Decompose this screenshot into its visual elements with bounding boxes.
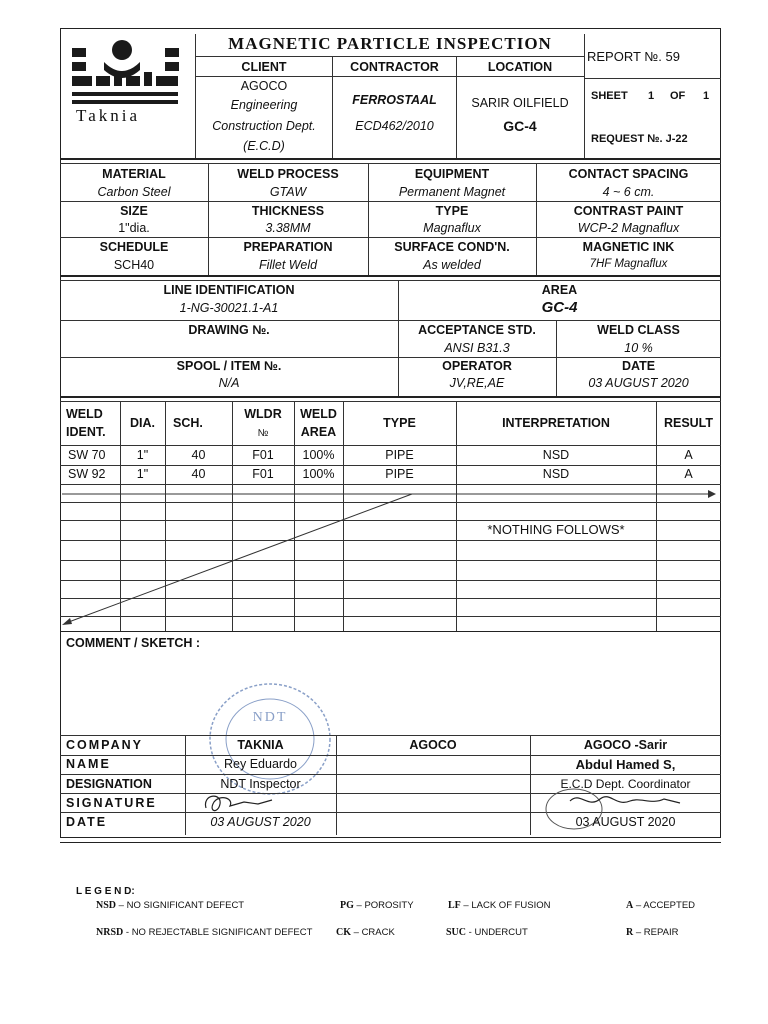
divider (195, 56, 584, 57)
thickness-value: 3.38MM (265, 221, 311, 235)
client-dept-2: Construction Dept. (212, 119, 316, 133)
legend-item: SUC - UNDERCUT (446, 927, 528, 938)
col-weld-area (294, 405, 343, 441)
area-label: AREA (541, 283, 578, 297)
col3-designation: E.C.D Dept. Coordinator (560, 777, 691, 791)
divider (60, 320, 721, 321)
date-row-label: DATE (66, 815, 108, 829)
col-weld-area-2: AREA (300, 425, 337, 439)
area-value: GC-4 (541, 299, 578, 316)
col1-signature (200, 790, 280, 816)
legend-code: NSD (96, 900, 117, 911)
divider (584, 34, 585, 158)
schedule-label: SCHEDULE (99, 240, 169, 254)
legend-item: CK – CRACK (336, 927, 395, 938)
col-weld-ident (60, 405, 120, 441)
divider (60, 842, 721, 843)
company-row-label: COMPANY (66, 738, 143, 752)
sheet-label: SHEET (591, 90, 628, 102)
divider (584, 78, 721, 79)
divider (60, 774, 721, 775)
contractor-ref: ECD462/2010 (355, 119, 434, 133)
cell-area: 100% (302, 467, 335, 481)
col-weld-area-1: WELD (300, 407, 337, 421)
thickness-label: THICKNESS (251, 204, 325, 218)
report-no: REPORT №. 59 (587, 49, 680, 64)
legend-code: PG (340, 900, 354, 911)
col2-company: AGOCO (409, 738, 457, 752)
legend-desc: ACCEPTED (643, 900, 696, 911)
location-name: SARIR OILFIELD (471, 96, 569, 110)
weld-process-value: GTAW (269, 185, 307, 199)
legend-code: LF (448, 900, 461, 911)
magnetic-ink-value: 7HF Magnaflux (589, 258, 668, 270)
divider (60, 735, 721, 736)
acceptance-label: ACCEPTANCE STD. (418, 323, 536, 337)
line-id-label: LINE IDENTIFICATION (163, 283, 295, 297)
comment-label: COMMENT / SKETCH : (66, 636, 201, 650)
legend-item: LF – LACK OF FUSION (448, 900, 551, 911)
divider (60, 237, 721, 238)
legend-code: NRSD (96, 927, 124, 938)
legend-code: CK (336, 927, 351, 938)
divider (60, 280, 721, 281)
stamp-text: NDT (252, 710, 288, 725)
client-name: AGOCO (240, 79, 288, 93)
request-no: REQUEST №. J-22 (591, 133, 688, 145)
contact-spacing-label: CONTACT SPACING (568, 167, 689, 181)
divider (60, 158, 721, 160)
col3-date: 03 AUGUST 2020 (575, 815, 676, 829)
legend-desc: NO SIGNIFICANT DEFECT (126, 900, 245, 911)
designation-row-label: DESIGNATION (66, 777, 152, 791)
client-label: CLIENT (241, 60, 287, 74)
col1-designation: NDT Inspector (220, 777, 301, 791)
divider (195, 76, 584, 77)
col-dia: DIA. (130, 416, 155, 430)
legend-desc: UNDERCUT (474, 927, 528, 938)
legend-desc: NO REJECTABLE SIGNIFICANT DEFECT (131, 927, 313, 938)
contact-spacing-value: 4 ~ 6 cm. (602, 185, 655, 199)
page-title: MAGNETIC PARTICLE INSPECTION (228, 34, 552, 53)
legend-item: NSD – NO SIGNIFICANT DEFECT (96, 900, 245, 911)
line-id-value: 1-NG-30021.1-A1 (179, 301, 279, 315)
drawing-label: DRAWING №. (188, 323, 270, 337)
col-wldr-2: № (257, 428, 269, 439)
weld-process-label: WELD PROCESS (237, 167, 339, 181)
equipment-value: Permanent Magnet (398, 185, 506, 199)
legend-desc: LACK OF FUSION (471, 900, 551, 911)
legend-item: R – REPAIR (626, 927, 679, 938)
cell-ident: SW 70 (68, 448, 106, 462)
col-result: RESULT (663, 416, 714, 430)
cell-type: PIPE (385, 448, 414, 462)
date-label: DATE (621, 359, 656, 373)
col1-company: TAKNIA (237, 738, 284, 752)
form-frame (60, 28, 721, 838)
material-label: MATERIAL (102, 167, 166, 181)
col3-name: Abdul Hamed S, (575, 757, 676, 772)
cancel-lines (60, 485, 721, 631)
weld-class-value: 10 % (624, 341, 653, 355)
divider (60, 631, 721, 632)
divider (60, 755, 721, 756)
operator-label: OPERATOR (442, 359, 512, 373)
company-logo-text: Taknia (76, 106, 141, 125)
cell-type: PIPE (385, 467, 414, 481)
cell-sch: 40 (191, 448, 206, 462)
legend-item: NRSD - NO REJECTABLE SIGNIFICANT DEFECT (96, 927, 313, 938)
cell-result: A (684, 467, 693, 481)
col-wldr-1: WLDR (244, 407, 282, 421)
client-dept-1: Engineering (230, 98, 298, 112)
cell-wldr: F01 (252, 467, 274, 481)
divider (60, 401, 721, 402)
sheet-of: OF (670, 90, 686, 102)
legend-code: R (626, 927, 634, 938)
contrast-paint-value: WCP-2 Magnaflux (577, 221, 680, 235)
surface-value: As welded (423, 258, 481, 272)
surface-label: SURFACE COND'N. (394, 240, 510, 254)
preparation-value: Fillet Weld (258, 258, 318, 272)
material-value: Carbon Steel (97, 185, 171, 199)
legend-item: A – ACCEPTED (626, 900, 696, 911)
signature-row-label: SIGNATURE (66, 796, 157, 810)
legend-desc: CRACK (361, 927, 395, 938)
sheet-total: 1 (703, 90, 710, 102)
size-label: SIZE (120, 204, 148, 218)
legend-code: SUC (446, 927, 467, 938)
legend-desc: REPAIR (643, 927, 679, 938)
schedule-value: SCH40 (113, 258, 155, 272)
size-value: 1"dia. (118, 221, 150, 235)
magnetic-ink-label: MAGNETIC INK (582, 240, 675, 254)
type-label: TYPE (435, 204, 469, 218)
divider (60, 201, 721, 202)
divider (60, 275, 721, 277)
location-area: GC-4 (503, 118, 537, 134)
col-interpretation: INTERPRETATION (502, 416, 610, 430)
col-wldr (232, 405, 294, 443)
cell-dia: 1" (136, 467, 149, 481)
cell-wldr: F01 (252, 448, 274, 462)
taknia-logo (70, 40, 182, 125)
type-value: Magnaflux (423, 221, 481, 235)
legend-code: A (626, 900, 634, 911)
cell-area: 100% (302, 448, 335, 462)
contractor-label: CONTRACTOR (350, 60, 439, 74)
cell-result: A (684, 448, 693, 462)
acceptance-value: ANSI B31.3 (444, 341, 510, 355)
legend-item: PG – POROSITY (340, 900, 414, 911)
equipment-label: EQUIPMENT (414, 167, 490, 181)
col-type: TYPE (383, 416, 416, 430)
col3-company: AGOCO -Sarir (583, 738, 668, 752)
cell-interp: NSD (542, 448, 570, 462)
name-row-label: NAME (66, 757, 111, 771)
divider (60, 445, 721, 446)
col1-date: 03 AUGUST 2020 (210, 815, 311, 829)
contractor-name: FERROSTAAL (352, 93, 437, 107)
contrast-paint-label: CONTRAST PAINT (573, 204, 684, 218)
operator-value: JV,RE,AE (449, 376, 505, 390)
location-label: LOCATION (487, 60, 553, 74)
col-weld-ident-1: WELD (66, 407, 103, 421)
col1-name: Rey Eduardo (224, 757, 297, 771)
cell-interp: NSD (542, 467, 570, 481)
divider (60, 163, 721, 164)
nothing-follows: *NOTHING FOLLOWS* (487, 522, 625, 537)
spool-value: N/A (218, 376, 240, 390)
date-value: 03 AUGUST 2020 (588, 376, 689, 390)
legend-desc: POROSITY (364, 900, 414, 911)
col-weld-ident-2: IDENT. (66, 425, 106, 439)
sheet-number: 1 (648, 90, 655, 102)
divider (60, 465, 721, 466)
col-sch: SCH. (173, 416, 203, 430)
spool-label: SPOOL / ITEM №. (176, 359, 282, 373)
divider (60, 357, 721, 358)
client-dept-3: (E.C.D) (243, 139, 285, 153)
divider (60, 396, 721, 398)
preparation-label: PREPARATION (243, 240, 333, 254)
cell-ident: SW 92 (68, 467, 106, 481)
divider (332, 56, 333, 158)
legend-title: L E G E N D: (76, 886, 135, 897)
weld-class-label: WELD CLASS (597, 323, 680, 337)
cell-dia: 1" (136, 448, 149, 462)
taknia-logo-mark (70, 40, 182, 106)
cell-sch: 40 (191, 467, 206, 481)
